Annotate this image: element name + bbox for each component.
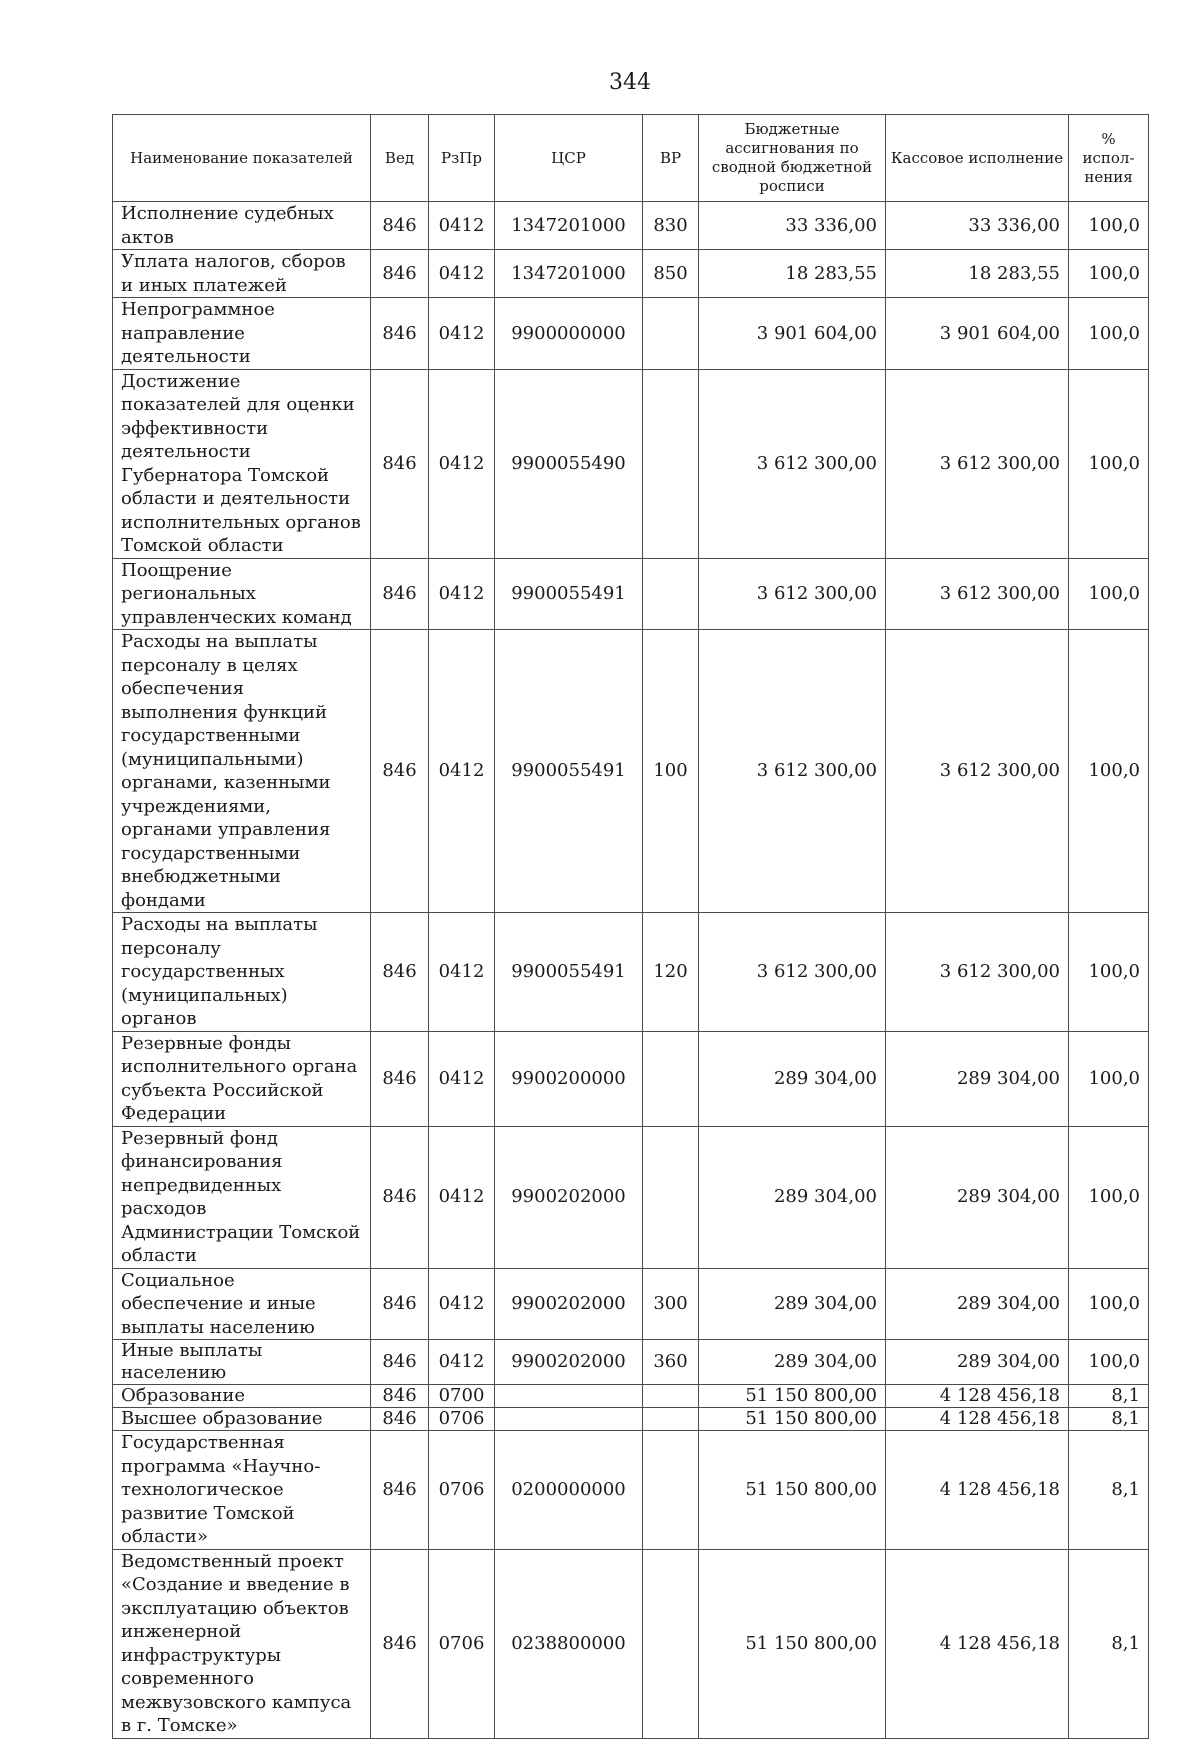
row-name: Иные выплаты населению xyxy=(113,1340,371,1385)
row-budget-allocations: 289 304,00 xyxy=(699,1126,886,1268)
row-cash-execution: 289 304,00 xyxy=(886,1268,1069,1340)
row-name: Достижение показателей для оценки эффективности деятельности Губернатора Томской области и деятельности исполнительных органов Томской области xyxy=(113,369,371,558)
row-csr: 1347201000 xyxy=(495,202,643,250)
row-csr: 9900055491 xyxy=(495,558,643,630)
table-row xyxy=(113,1031,1149,1126)
row-vr xyxy=(643,1126,699,1268)
row-cash-execution: 3 612 300,00 xyxy=(886,558,1069,630)
row-csr: 9900202000 xyxy=(495,1268,643,1340)
row-csr: 9900055490 xyxy=(495,369,643,558)
row-execution-percent: 100,0 xyxy=(1069,630,1149,913)
row-cash-execution: 289 304,00 xyxy=(886,1340,1069,1385)
row-budget-allocations: 3 612 300,00 xyxy=(699,369,886,558)
table-row xyxy=(113,1340,1149,1385)
header-ved: Вед xyxy=(371,115,429,202)
row-budget-allocations: 3 612 300,00 xyxy=(699,558,886,630)
row-cash-execution: 4 128 456,18 xyxy=(886,1408,1069,1431)
row-ved: 846 xyxy=(371,298,429,370)
row-ved: 846 xyxy=(371,202,429,250)
row-vr xyxy=(643,298,699,370)
row-name: Резервный фонд финансирования непредвиденных расходов Администрации Томской области xyxy=(113,1126,371,1268)
table-row xyxy=(113,630,1149,913)
table-row xyxy=(113,1126,1149,1268)
row-execution-percent: 100,0 xyxy=(1069,558,1149,630)
row-execution-percent: 100,0 xyxy=(1069,298,1149,370)
row-rzpr: 0412 xyxy=(429,1268,495,1340)
row-vr xyxy=(643,1408,699,1431)
row-cash-execution: 33 336,00 xyxy=(886,202,1069,250)
row-csr xyxy=(495,1385,643,1408)
row-name: Образование xyxy=(113,1385,371,1408)
row-name: Расходы на выплаты персоналу государственных (муниципальных) органов xyxy=(113,913,371,1032)
row-vr xyxy=(643,558,699,630)
row-name: Исполнение судебных актов xyxy=(113,202,371,250)
row-execution-percent: 100,0 xyxy=(1069,1126,1149,1268)
row-vr xyxy=(643,1031,699,1126)
table-row xyxy=(113,1268,1149,1340)
row-csr: 0200000000 xyxy=(495,1431,643,1550)
table-row xyxy=(113,298,1149,370)
row-name: Социальное обеспечение и иные выплаты населению xyxy=(113,1268,371,1340)
row-rzpr: 0412 xyxy=(429,630,495,913)
row-csr: 9900055491 xyxy=(495,630,643,913)
row-cash-execution: 289 304,00 xyxy=(886,1031,1069,1126)
table-row xyxy=(113,913,1149,1032)
row-ved: 846 xyxy=(371,369,429,558)
row-execution-percent: 100,0 xyxy=(1069,369,1149,558)
row-vr: 850 xyxy=(643,250,699,298)
row-budget-allocations: 3 612 300,00 xyxy=(699,913,886,1032)
row-execution-percent: 100,0 xyxy=(1069,1031,1149,1126)
row-execution-percent: 8,1 xyxy=(1069,1431,1149,1550)
row-vr: 300 xyxy=(643,1268,699,1340)
row-ved: 846 xyxy=(371,1431,429,1550)
row-rzpr: 0412 xyxy=(429,298,495,370)
row-ved: 846 xyxy=(371,1549,429,1738)
table-row xyxy=(113,1385,1149,1408)
header-rzpr: РзПр xyxy=(429,115,495,202)
row-cash-execution: 18 283,55 xyxy=(886,250,1069,298)
table-row xyxy=(113,1408,1149,1431)
row-csr: 1347201000 xyxy=(495,250,643,298)
row-cash-execution: 3 612 300,00 xyxy=(886,630,1069,913)
header-csr: ЦСР xyxy=(495,115,643,202)
header-indicator-name: Наименование показателей xyxy=(113,115,371,202)
row-budget-allocations: 3 901 604,00 xyxy=(699,298,886,370)
row-name: Уплата налогов, сборов и иных платежей xyxy=(113,250,371,298)
row-execution-percent: 100,0 xyxy=(1069,250,1149,298)
row-rzpr: 0706 xyxy=(429,1549,495,1738)
row-ved: 846 xyxy=(371,1340,429,1385)
row-execution-percent: 100,0 xyxy=(1069,1340,1149,1385)
row-rzpr: 0412 xyxy=(429,558,495,630)
row-execution-percent: 8,1 xyxy=(1069,1549,1149,1738)
row-budget-allocations: 51 150 800,00 xyxy=(699,1408,886,1431)
header-budget-allocations: Бюджетные ассигнования по сводной бюджетной росписи xyxy=(699,115,886,202)
row-cash-execution: 4 128 456,18 xyxy=(886,1549,1069,1738)
row-budget-allocations: 33 336,00 xyxy=(699,202,886,250)
table-header-row xyxy=(113,115,1149,202)
row-vr: 100 xyxy=(643,630,699,913)
row-csr: 9900000000 xyxy=(495,298,643,370)
row-budget-allocations: 289 304,00 xyxy=(699,1268,886,1340)
row-name: Резервные фонды исполнительного органа субъекта Российской Федерации xyxy=(113,1031,371,1126)
table-row xyxy=(113,369,1149,558)
row-csr xyxy=(495,1408,643,1431)
row-budget-allocations: 18 283,55 xyxy=(699,250,886,298)
header-execution-percent: % испол-нения xyxy=(1069,115,1149,202)
row-cash-execution: 3 612 300,00 xyxy=(886,369,1069,558)
row-rzpr: 0412 xyxy=(429,250,495,298)
row-rzpr: 0412 xyxy=(429,1340,495,1385)
row-rzpr: 0412 xyxy=(429,1126,495,1268)
row-name: Поощрение региональных управленческих команд xyxy=(113,558,371,630)
row-name: Непрограммное направление деятельности xyxy=(113,298,371,370)
row-execution-percent: 8,1 xyxy=(1069,1408,1149,1431)
row-cash-execution: 289 304,00 xyxy=(886,1126,1069,1268)
table-row xyxy=(113,202,1149,250)
row-csr: 0238800000 xyxy=(495,1549,643,1738)
row-execution-percent: 100,0 xyxy=(1069,913,1149,1032)
row-rzpr: 0706 xyxy=(429,1408,495,1431)
row-vr xyxy=(643,1549,699,1738)
row-budget-allocations: 3 612 300,00 xyxy=(699,630,886,913)
row-ved: 846 xyxy=(371,1126,429,1268)
row-cash-execution: 3 901 604,00 xyxy=(886,298,1069,370)
table-row xyxy=(113,1549,1149,1738)
row-budget-allocations: 289 304,00 xyxy=(699,1340,886,1385)
table-row xyxy=(113,558,1149,630)
row-cash-execution: 3 612 300,00 xyxy=(886,913,1069,1032)
row-name: Ведомственный проект «Создание и введение в эксплуатацию объектов инженерной инфраструктуры современного межвузовского кампуса в г. Томске» xyxy=(113,1549,371,1738)
row-budget-allocations: 289 304,00 xyxy=(699,1031,886,1126)
row-name: Расходы на выплаты персоналу в целях обеспечения выполнения функций государственными (муниципальными) органами, казенными учреждениями, органами управления государственными внебюджетными фондами xyxy=(113,630,371,913)
row-name: Высшее образование xyxy=(113,1408,371,1431)
row-ved: 846 xyxy=(371,630,429,913)
row-budget-allocations: 51 150 800,00 xyxy=(699,1549,886,1738)
header-cash-execution: Кассовое исполнение xyxy=(886,115,1069,202)
row-vr xyxy=(643,369,699,558)
table-row xyxy=(113,250,1149,298)
row-budget-allocations: 51 150 800,00 xyxy=(699,1431,886,1550)
row-csr: 9900200000 xyxy=(495,1031,643,1126)
row-csr: 9900055491 xyxy=(495,913,643,1032)
row-vr xyxy=(643,1385,699,1408)
row-vr xyxy=(643,1431,699,1550)
row-rzpr: 0412 xyxy=(429,202,495,250)
row-budget-allocations: 51 150 800,00 xyxy=(699,1385,886,1408)
row-execution-percent: 8,1 xyxy=(1069,1385,1149,1408)
row-rzpr: 0412 xyxy=(429,369,495,558)
row-cash-execution: 4 128 456,18 xyxy=(886,1385,1069,1408)
row-execution-percent: 100,0 xyxy=(1069,202,1149,250)
row-rzpr: 0412 xyxy=(429,1031,495,1126)
row-name: Государственная программа «Научно-технологическое развитие Томской области» xyxy=(113,1431,371,1550)
row-ved: 846 xyxy=(371,250,429,298)
row-vr: 830 xyxy=(643,202,699,250)
budget-execution-table xyxy=(112,114,1149,1739)
row-csr: 9900202000 xyxy=(495,1340,643,1385)
row-ved: 846 xyxy=(371,1385,429,1408)
row-ved: 846 xyxy=(371,558,429,630)
table-row xyxy=(113,1431,1149,1550)
row-vr: 120 xyxy=(643,913,699,1032)
row-rzpr: 0412 xyxy=(429,913,495,1032)
header-vr: ВР xyxy=(643,115,699,202)
row-cash-execution: 4 128 456,18 xyxy=(886,1431,1069,1550)
row-rzpr: 0706 xyxy=(429,1431,495,1550)
page-number: 344 xyxy=(609,70,651,95)
row-ved: 846 xyxy=(371,913,429,1032)
row-csr: 9900202000 xyxy=(495,1126,643,1268)
row-rzpr: 0700 xyxy=(429,1385,495,1408)
row-ved: 846 xyxy=(371,1408,429,1431)
row-ved: 846 xyxy=(371,1031,429,1126)
row-execution-percent: 100,0 xyxy=(1069,1268,1149,1340)
row-vr: 360 xyxy=(643,1340,699,1385)
row-ved: 846 xyxy=(371,1268,429,1340)
